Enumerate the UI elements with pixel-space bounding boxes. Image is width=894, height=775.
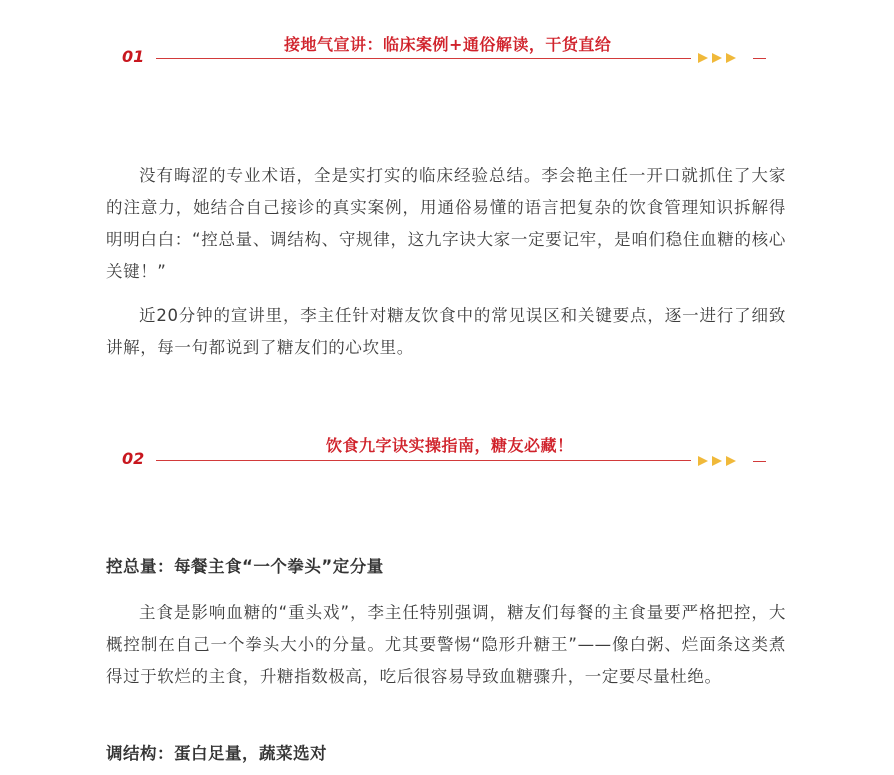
arrow-right-icon: [726, 53, 736, 63]
divider-line: [156, 58, 691, 59]
section-number: 01: [122, 47, 145, 66]
paragraph: 主食是影响血糖的“重头戏”，李主任特别强调，糖友们每餐的主食量要严格把控，大概控制在自己一个拳头大小的分量。尤其要警惕“隐形升糖王”——像白粥、烂面条这类煮得过于软烂的主食，升糖指数极高，吃后很容易导致血糖骤升，一定要尽量杜绝。: [106, 603, 786, 686]
arrow-right-icon: [712, 53, 722, 63]
arrow-right-icon: [726, 456, 736, 466]
divider-dash: [753, 58, 766, 59]
arrow-right-icon: [712, 456, 722, 466]
section-number: 02: [122, 449, 145, 468]
arrows-decoration: [698, 53, 748, 63]
arrow-right-icon: [698, 53, 708, 63]
arrow-right-icon: [698, 456, 708, 466]
section-title: 饮食九字诀实操指南，糖友必藏！: [326, 436, 574, 455]
arrows-decoration: [698, 456, 748, 466]
paragraph: 没有晦涩的专业术语，全是实打实的临床经验总结。李会艳主任一开口就抓住了大家的注意力，她结合自己接诊的真实案例，用通俗易懂的语言把复杂的饮食管理知识拆解得明明白白：“控总量、调结构、守规律，这九字诀大家一定要记牢，是咱们稳住血糖的核心关键！”: [106, 166, 786, 281]
paragraph: 近20分钟的宣讲里，李主任针对糖友饮食中的常见误区和关键要点，逐一进行了细致讲解，每一句都说到了糖友们的心坎里。: [106, 306, 786, 357]
section-header-2: [0, 430, 894, 480]
section-header-1: [0, 28, 894, 78]
divider-dash: [753, 461, 766, 462]
divider-line: [156, 460, 691, 461]
subheading: 调结构：蛋白足量，蔬菜选对: [106, 744, 327, 763]
section-title: 接地气宣讲：临床案例+通俗解读，干货直给: [284, 35, 612, 54]
subheading: 控总量：每餐主食“一个拳头”定分量: [106, 557, 384, 576]
